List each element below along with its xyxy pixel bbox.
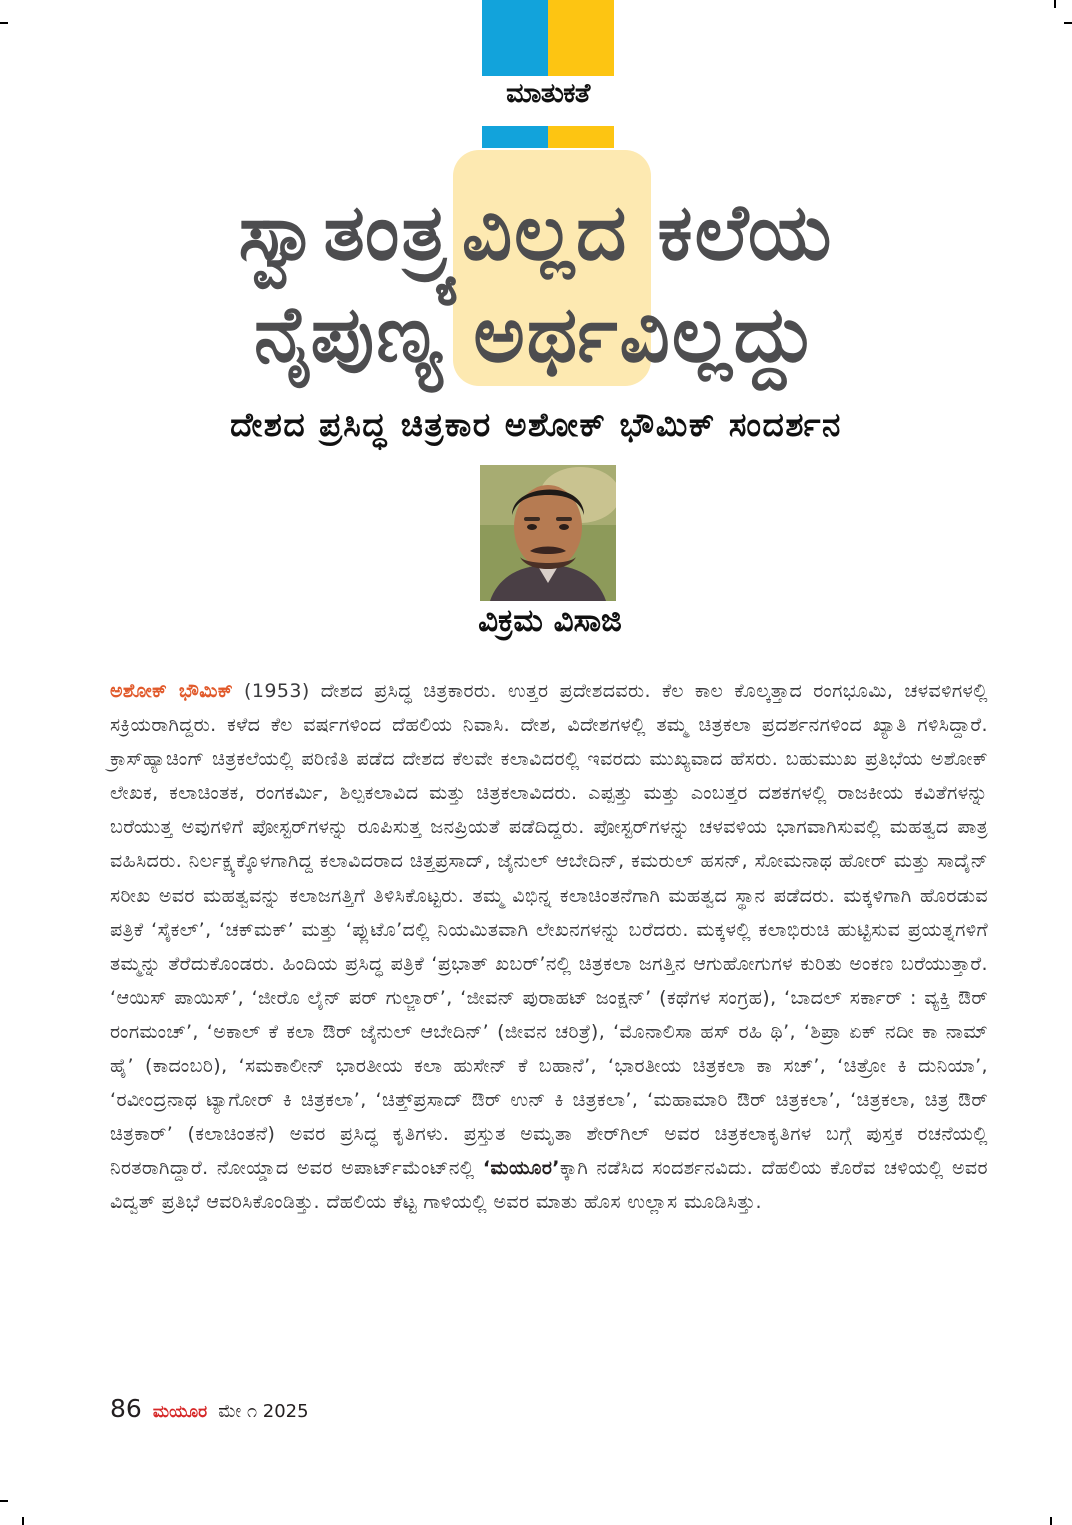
crop-mark-top-right: [1064, 22, 1072, 24]
section-logo: [482, 0, 614, 150]
magazine-name-quote: ‘ಮಯೂರ’: [482, 1157, 560, 1180]
logo-blue-strip: [482, 126, 548, 148]
logo-yellow-block: [548, 0, 614, 76]
section-label: ಮಾತುಕತೆ: [506, 78, 590, 109]
headline-subtitle: ದೇಶದ ಪ್ರಸಿದ್ಧ ಚಿತ್ರಕಾರ ಅಶೋಕ್ ಭೌಮಿಕ್ ಸಂದರ್ಶನ: [230, 405, 842, 444]
magazine-brand-logo: ಮಯೂರ: [152, 1402, 208, 1422]
issue-date: ಮೇ ೧ 2025: [218, 1401, 309, 1422]
logo-blue-block: [482, 0, 548, 76]
crop-mark-bottom-right-v: [1050, 1517, 1052, 1525]
crop-mark-top-left: [0, 22, 8, 24]
crop-mark-bottom-left: [0, 1500, 8, 1502]
crop-mark-top-right-v: [1054, 0, 1056, 8]
logo-yellow-strip: [548, 126, 614, 148]
intro-lead-name: ಅಶೋಕ್ ಭೌಮಿಕ್: [110, 680, 233, 702]
page-number: 86: [110, 1394, 142, 1423]
headline-line-2: ನೈಪುಣ್ಯ ಅರ್ಥವಿಲ್ಲದ್ದು: [254, 290, 818, 380]
intro-text-part-2: ಕ್ಕಾಗಿ ನಡೆಸಿದ ಸಂದರ್ಶನವಿದು. ದೆಹಲಿಯ ಕೊರೆವ ಚಳಿಯಲ್ಲಿ ಅವರ ವಿದ್ವತ್ ಪ್ರತಿಭೆ ಆವರಿಸಿಕೊಂಡಿತ್ತು. ದೆಹಲಿಯ ಕೆಟ್ಟ ಗಾಳಿಯಲ್ಲಿ ಅವರ ಮಾತು ಹೊಸ ಉಲ್ಲಾಸ ಮೂಡಿಸಿತ್ತು.: [110, 1157, 988, 1214]
article-intro: [110, 674, 988, 1220]
intro-text-part-1: (1953) ದೇಶದ ಪ್ರಸಿದ್ಧ ಚಿತ್ರಕಾರರು. ಉತ್ತರ ಪ್ರದೇಶದವರು. ಕೆಲ ಕಾಲ ಕೊಲ್ಕತ್ತಾದ ರಂಗಭೂಮಿ, ಚಳವಳಿಗಳಲ್ಲಿ ಸಕ್ರಿಯರಾಗಿದ್ದರು. ಕಳೆದ ಕೆಲ ವರ್ಷಗಳಿಂದ ದೆಹಲಿಯ ನಿವಾಸಿ. ದೇಶ, ವಿದೇಶಗಳಲ್ಲಿ ತಮ್ಮ ಚಿತ್ರಕಲಾ ಪ್ರದರ್ಶನಗಳಿಂದ ಖ್ಯಾತಿ ಗಳಿಸಿದ್ದಾರೆ. ಕ್ರಾಸ್‌ಹ್ಯಾಚಿಂಗ್ ಚಿತ್ರಕಲೆಯಲ್ಲಿ ಪರಿಣಿತಿ ಪಡೆದ ದೇಶದ ಕೆಲವೇ ಕಲಾವಿದರಲ್ಲಿ ಇವರದು ಮುಖ್ಯವಾದ ಹೆಸರು. ಬಹುಮುಖ ಪ್ರತಿಭೆಯ ಅಶೋಕ್ ಲೇಖಕ, ಕಲಾಚಿಂತಕ, ರಂಗಕರ್ಮಿ, ಶಿಲ್ಪಕಲಾವಿದ ಮತ್ತು ಚಿತ್ರಕಲಾವಿದರು. ಎಪ್ಪತ್ತು ಮತ್ತು ಎಂಬತ್ತರ ದಶಕಗಳಲ್ಲಿ ರಾಜಕೀಯ ಕವಿತೆಗಳನ್ನು ಬರೆಯುತ್ತ ಅವುಗಳಿಗೆ ಪೋಸ್ಟರ್‌ಗಳನ್ನು ರೂಪಿಸುತ್ತ ಜನಪ್ರಿಯತೆ ಪಡೆದಿದ್ದರು. ಪೋಸ್ಟರ್‌ಗಳನ್ನು ಚಳವಳಿಯ ಭಾಗವಾಗಿಸುವಲ್ಲಿ ಮಹತ್ವದ ಪಾತ್ರ ವಹಿಸಿದರು. ನಿರ್ಲಕ್ಷ್ಯಕ್ಕೊಳಗಾಗಿದ್ದ ಕಲಾವಿದರಾದ ಚಿತ್ತಪ್ರಸಾದ್, ಜೈನುಲ್ ಆಬೇದಿನ್, ಕಮರುಲ್ ಹಸನ್, ಸೋಮನಾಥ ಹೋರ್ ಮತ್ತು ಸಾದೈನ್ ಸರೀಖ ಅವರ ಮಹತ್ವವನ್ನು ಕಲಾಜಗತ್ತಿಗೆ ತಿಳಿಸಿಕೊಟ್ಟರು. ತಮ್ಮ ವಿಭಿನ್ನ ಕಲಾಚಿಂತನೆಗಾಗಿ ಮಹತ್ವದ ಸ್ಥಾನ ಪಡೆದರು. ಮಕ್ಕಳಿಗಾಗಿ ಹೊರಡುವ ಪತ್ರಿಕೆ ‘ಸೈಕಲ್’, ‘ಚಕ್‌ಮಕ್’ ಮತ್ತು ‘ಪ್ಲುಟೊ’ದಲ್ಲಿ ನಿಯಮಿತವಾಗಿ ಲೇಖನಗಳನ್ನು ಬರೆದರು. ಮಕ್ಕಳಲ್ಲಿ ಕಲಾಭಿರುಚಿ ಹುಟ್ಟಿಸುವ ಪ್ರಯತ್ನಗಳಿಗೆ ತಮ್ಮನ್ನು ತೆರೆದುಕೊಂಡರು. ಹಿಂದಿಯ ಪ್ರಸಿದ್ಧ ಪತ್ರಿಕೆ ‘ಪ್ರಭಾತ್ ಖಬರ್’ನಲ್ಲಿ ಚಿತ್ರಕಲಾ ಜಗತ್ತಿನ ಆಗುಹೋಗುಗಳ ಕುರಿತು ಅಂಕಣ ಬರೆಯುತ್ತಾರೆ. ‘ಆಯಿಸ್ ಪಾಯಿಸ್’, ‘ಜೀರೊ ಲೈನ್ ಪರ್ ಗುಲ್ಜಾರ್’, ‘ಜೀವನ್ ಪುರಾಹಟ್ ಜಂಕ್ಷನ್’ (ಕಥೆಗಳ ಸಂಗ್ರಹ), ‘ಬಾದಲ್ ಸರ್ಕಾರ್ : ವ್ಯಕ್ತಿ ಔರ್ ರಂಗಮಂಚ್’, ‘ಅಕಾಲ್ ಕೆ ಕಲಾ ಔರ್ ಜೈನುಲ್ ಆಬೇದಿನ್’ (ಜೀವನ ಚರಿತ್ರೆ), ‘ಮೊನಾಲಿಸಾ ಹಸ್ ರಹಿ ಥಿ’, ‘ಶಿಪ್ರಾ ಏಕ್ ನದೀ ಕಾ ನಾಮ್ ಹೈ’ (ಕಾದಂಬರಿ), ‘ಸಮಕಾಲೀನ್ ಭಾರತೀಯ ಕಲಾ ಹುಸೇನ್ ಕೆ ಬಹಾನೆ’, ‘ಭಾರತೀಯ ಚಿತ್ರಕಲಾ ಕಾ ಸಚ್’, ‘ಚಿತ್ರೋ ಕಿ ದುನಿಯಾ’, ‘ರವೀಂದ್ರನಾಥ ಟ್ಯಾಗೋರ್ ಕಿ ಚಿತ್ರಕಲಾ’, ‘ಚಿತ್ತ್‌ಪ್ರಸಾದ್ ಔರ್ ಉನ್ ಕಿ ಚಿತ್ರಕಲಾ’, ‘ಮಹಾಮಾರಿ ಔರ್ ಚಿತ್ರಕಲಾ’, ‘ಚಿತ್ರಕಲಾ, ಚಿತ್ರ ಔರ್ ಚಿತ್ರಕಾರ್’ (ಕಲಾಚಿಂತನೆ) ಅವರ ಪ್ರಸಿದ್ಧ ಕೃತಿಗಳು. ಪ್ರಸ್ತುತ ಅಮೃತಾ ಶೇರ್‌ಗಿಲ್ ಅವರ ಚಿತ್ರಕಲಾಕೃತಿಗಳ ಬಗ್ಗೆ ಪುಸ್ತಕ ರಚನೆಯಲ್ಲಿ ನಿರತರಾಗಿದ್ದಾರೆ. ನೋಯ್ಡಾದ ಅವರ ಅಪಾರ್ಟ್‌ಮೆಂಟ್‌ನಲ್ಲಿ: [110, 680, 988, 1180]
portrait-illustration: [480, 465, 616, 601]
crop-mark-bottom-left-v: [22, 1517, 24, 1525]
page-footer: [110, 1394, 309, 1428]
author-photo: [480, 465, 616, 601]
headline-line-1: ಸ್ವಾತಂತ್ರ್ಯವಿಲ್ಲದ ಕಲೆಯ: [238, 188, 834, 278]
author-name: ವಿಕ್ರಮ ವಿಸಾಜಿ: [478, 603, 622, 639]
